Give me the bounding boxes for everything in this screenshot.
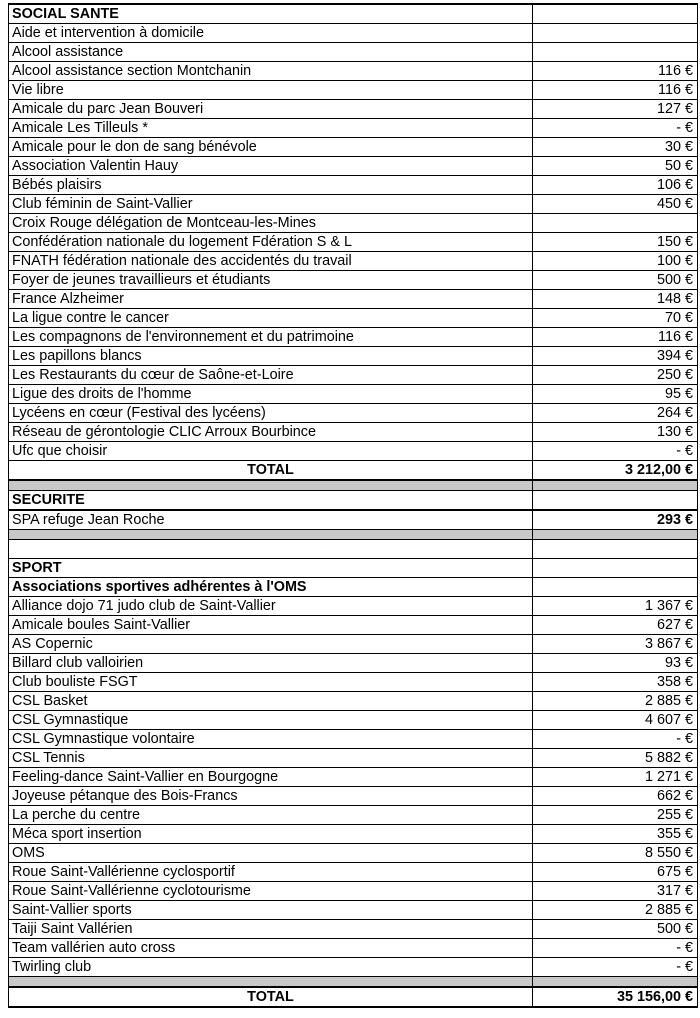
row-label: CSL Basket xyxy=(9,692,533,711)
table-row xyxy=(9,176,698,195)
row-label: Association Valentin Hauy xyxy=(9,157,533,176)
row-amount: 627 € xyxy=(533,616,698,635)
table-row xyxy=(9,749,698,768)
row-label: Amicale Les Tilleuls * xyxy=(9,119,533,138)
spacer-cell xyxy=(9,977,533,988)
empty-cell xyxy=(533,559,698,578)
total-amount: 35 156,00 € xyxy=(533,987,698,1007)
row-amount: - € xyxy=(533,119,698,138)
table-row xyxy=(9,901,698,920)
row-amount: 500 € xyxy=(533,271,698,290)
table-row xyxy=(9,62,698,81)
row-label: Confédération nationale du logement Fdération S & L xyxy=(9,233,533,252)
row-label: Taiji Saint Vallérien xyxy=(9,920,533,939)
row-label: Les papillons blancs xyxy=(9,347,533,366)
row-amount: 5 882 € xyxy=(533,749,698,768)
total-amount: 3 212,00 € xyxy=(533,461,698,481)
row-amount: 95 € xyxy=(533,385,698,404)
row-label: Amicale du parc Jean Bouveri xyxy=(9,100,533,119)
row-amount xyxy=(533,214,698,233)
row-label: Aide et intervention à domicile xyxy=(9,24,533,43)
row-amount: 662 € xyxy=(533,787,698,806)
row-label: AS Copernic xyxy=(9,635,533,654)
table-row xyxy=(9,195,698,214)
row-amount: 93 € xyxy=(533,654,698,673)
row-label: Méca sport insertion xyxy=(9,825,533,844)
table-row xyxy=(9,214,698,233)
table-row xyxy=(9,233,698,252)
row-label: Club bouliste FSGT xyxy=(9,673,533,692)
table-row xyxy=(9,100,698,119)
row-amount: 127 € xyxy=(533,100,698,119)
table-row xyxy=(9,597,698,616)
row-amount: 450 € xyxy=(533,195,698,214)
row-amount: 2 885 € xyxy=(533,692,698,711)
table-row xyxy=(9,692,698,711)
row-label: France Alzheimer xyxy=(9,290,533,309)
row-amount: 2 885 € xyxy=(533,901,698,920)
row-amount: 3 867 € xyxy=(533,635,698,654)
spacer-cell xyxy=(9,530,533,540)
total-label: TOTAL xyxy=(9,987,533,1007)
section-subheading: Associations sportives adhérentes à l'OMS xyxy=(9,578,533,597)
table-row xyxy=(9,730,698,749)
row-amount: 106 € xyxy=(533,176,698,195)
table-row xyxy=(9,920,698,939)
row-amount: 317 € xyxy=(533,882,698,901)
row-label: Les Restaurants du cœur de Saône-et-Loire xyxy=(9,366,533,385)
row-amount: 255 € xyxy=(533,806,698,825)
table-row xyxy=(9,119,698,138)
row-amount: 675 € xyxy=(533,863,698,882)
table-row xyxy=(9,882,698,901)
table-row xyxy=(9,654,698,673)
row-amount: - € xyxy=(533,442,698,461)
subsidy-table xyxy=(8,3,698,1008)
row-label: La perche du centre xyxy=(9,806,533,825)
row-label: La ligue contre le cancer xyxy=(9,309,533,328)
table-row xyxy=(9,366,698,385)
row-label: Alcool assistance xyxy=(9,43,533,62)
table-row xyxy=(9,157,698,176)
row-amount: 358 € xyxy=(533,673,698,692)
row-amount: 30 € xyxy=(533,138,698,157)
table-row xyxy=(9,423,698,442)
table-row xyxy=(9,309,698,328)
row-amount: 355 € xyxy=(533,825,698,844)
empty-cell xyxy=(533,540,698,559)
table-row xyxy=(9,958,698,977)
row-label: Saint-Vallier sports xyxy=(9,901,533,920)
table-row xyxy=(9,673,698,692)
row-amount: 8 550 € xyxy=(533,844,698,863)
row-label: Lycéens en cœur (Festival des lycéens) xyxy=(9,404,533,423)
section-subheading-sport xyxy=(9,578,698,597)
row-label: Team vallérien auto cross xyxy=(9,939,533,958)
empty-cell xyxy=(533,4,698,24)
row-label: Twirling club xyxy=(9,958,533,977)
row-label: SPA refuge Jean Roche xyxy=(9,510,533,530)
table-row xyxy=(9,806,698,825)
row-amount: 1 367 € xyxy=(533,597,698,616)
row-amount: 150 € xyxy=(533,233,698,252)
table-row xyxy=(9,768,698,787)
empty-cell xyxy=(9,540,533,559)
row-label: Roue Saint-Vallérienne cyclotourisme xyxy=(9,882,533,901)
row-label: Réseau de gérontologie CLIC Arroux Bourbince xyxy=(9,423,533,442)
table-row xyxy=(9,787,698,806)
row-label: Feeling-dance Saint-Vallier en Bourgogne xyxy=(9,768,533,787)
table-row xyxy=(9,385,698,404)
row-label: CSL Gymnastique xyxy=(9,711,533,730)
section-heading: SOCIAL SANTE xyxy=(9,4,533,24)
row-amount: 50 € xyxy=(533,157,698,176)
section-heading: SPORT xyxy=(9,559,533,578)
row-label: Bébés plaisirs xyxy=(9,176,533,195)
row-label: Foyer de jeunes travaillieurs et étudiants xyxy=(9,271,533,290)
subsidy-table-body xyxy=(9,4,698,1007)
row-amount: 264 € xyxy=(533,404,698,423)
table-row xyxy=(9,43,698,62)
table-row xyxy=(9,252,698,271)
table-row xyxy=(9,635,698,654)
table-row xyxy=(9,347,698,366)
spacer-row xyxy=(9,480,698,491)
row-amount: - € xyxy=(533,730,698,749)
spacer-cell xyxy=(9,480,533,491)
row-amount: 100 € xyxy=(533,252,698,271)
row-amount: - € xyxy=(533,958,698,977)
spacer-cell xyxy=(533,530,698,540)
row-amount: 148 € xyxy=(533,290,698,309)
subsidy-document xyxy=(8,3,697,1008)
row-label: Amicale pour le don de sang bénévole xyxy=(9,138,533,157)
row-label: Alcool assistance section Montchanin xyxy=(9,62,533,81)
row-amount xyxy=(533,43,698,62)
spacer-cell xyxy=(533,480,698,491)
table-row xyxy=(9,863,698,882)
section-heading-sport xyxy=(9,559,698,578)
empty-cell xyxy=(533,578,698,597)
table-row xyxy=(9,328,698,347)
row-label: Joyeuse pétanque des Bois-Francs xyxy=(9,787,533,806)
blank-row xyxy=(9,540,698,559)
total-row-sport xyxy=(9,987,698,1007)
section-heading-social xyxy=(9,4,698,24)
empty-cell xyxy=(533,491,698,511)
row-amount xyxy=(533,24,698,43)
spacer-row xyxy=(9,977,698,988)
table-row xyxy=(9,290,698,309)
row-amount: 500 € xyxy=(533,920,698,939)
table-row xyxy=(9,138,698,157)
row-amount: 70 € xyxy=(533,309,698,328)
row-label: Roue Saint-Vallérienne cyclosportif xyxy=(9,863,533,882)
table-row xyxy=(9,271,698,290)
row-label: CSL Tennis xyxy=(9,749,533,768)
table-row xyxy=(9,939,698,958)
section-heading-securite xyxy=(9,491,698,511)
row-amount: 293 € xyxy=(533,510,698,530)
total-label: TOTAL xyxy=(9,461,533,481)
row-amount: 1 271 € xyxy=(533,768,698,787)
row-amount: 394 € xyxy=(533,347,698,366)
row-label: Alliance dojo 71 judo club de Saint-Vallier xyxy=(9,597,533,616)
row-amount: 116 € xyxy=(533,62,698,81)
table-row xyxy=(9,825,698,844)
row-label: Billard club valloirien xyxy=(9,654,533,673)
spacer-row xyxy=(9,530,698,540)
row-label: Ligue des droits de l'homme xyxy=(9,385,533,404)
row-label: Les compagnons de l'environnement et du patrimoine xyxy=(9,328,533,347)
row-label: Vie libre xyxy=(9,81,533,100)
row-label: Amicale boules Saint-Vallier xyxy=(9,616,533,635)
row-label: FNATH fédération nationale des accidentés du travail xyxy=(9,252,533,271)
row-label: CSL Gymnastique volontaire xyxy=(9,730,533,749)
table-row xyxy=(9,81,698,100)
row-label: Ufc que choisir xyxy=(9,442,533,461)
table-row xyxy=(9,404,698,423)
row-amount: 130 € xyxy=(533,423,698,442)
table-row xyxy=(9,442,698,461)
row-label: OMS xyxy=(9,844,533,863)
row-label: Croix Rouge délégation de Montceau-les-Mines xyxy=(9,214,533,233)
total-row-social xyxy=(9,461,698,481)
row-amount: 250 € xyxy=(533,366,698,385)
row-label: Club féminin de Saint-Vallier xyxy=(9,195,533,214)
table-row xyxy=(9,844,698,863)
table-row xyxy=(9,711,698,730)
row-amount: 4 607 € xyxy=(533,711,698,730)
table-row xyxy=(9,24,698,43)
section-heading: SECURITE xyxy=(9,491,533,511)
spacer-cell xyxy=(533,977,698,988)
row-amount: - € xyxy=(533,939,698,958)
table-row xyxy=(9,510,698,530)
row-amount: 116 € xyxy=(533,328,698,347)
row-amount: 116 € xyxy=(533,81,698,100)
table-row xyxy=(9,616,698,635)
